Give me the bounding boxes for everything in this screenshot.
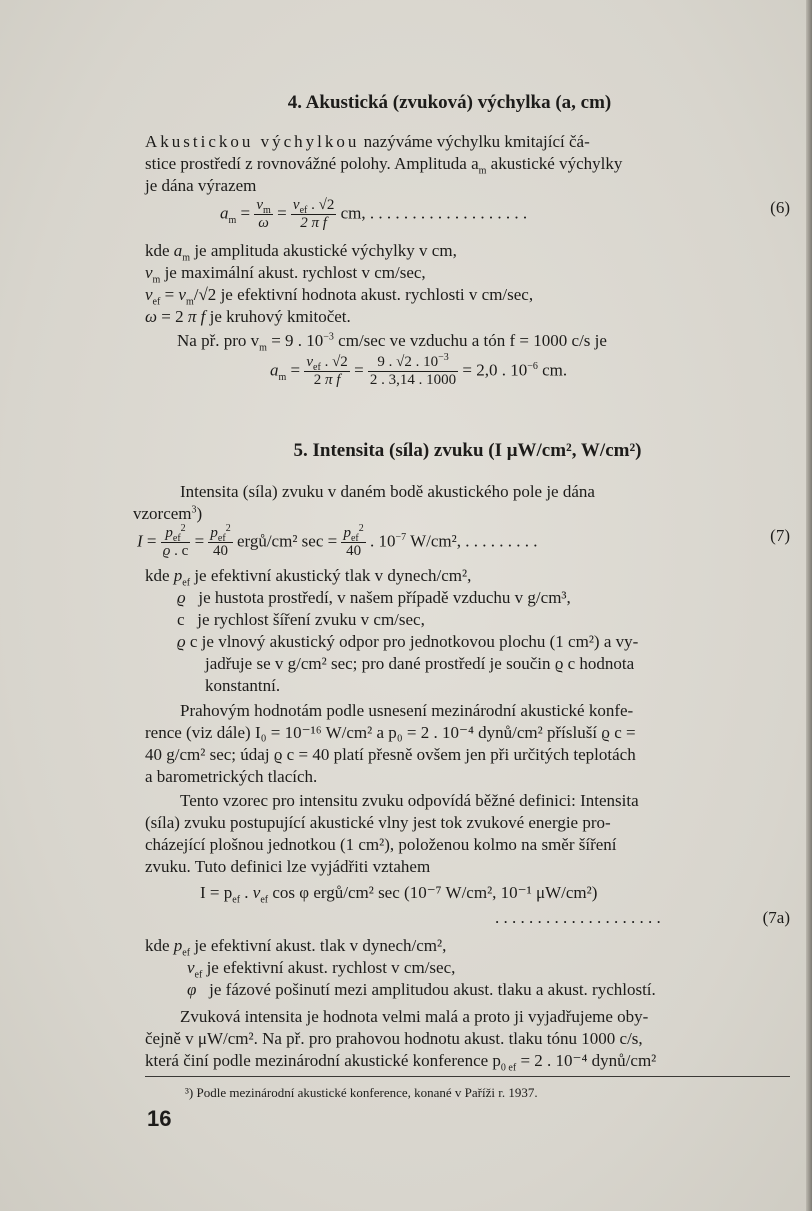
s5-paragraph-line-2: vzorcem$^3$) bbox=[133, 504, 203, 523]
s5-p2-line-1: Prahovým hodnotám podle usnesení mezinárodní akustické konfe- bbox=[180, 701, 634, 720]
s4-definition-4: ω = 2 π f je kruhový kmitočet. bbox=[145, 307, 351, 326]
s5-definition-3: c je rychlost šíření zvuku v cm/sec, bbox=[177, 610, 425, 629]
s5-definition-4-cont: jadřuje se v g/cm² sec; pro dané prostředí je součin ϱ c hodnota bbox=[205, 654, 635, 673]
s4-definition-1: kde $a_m$ je amplituda akustické výchylky v cm, bbox=[145, 241, 457, 264]
s5-definition-4: ϱ c je vlnový akustický odpor pro jednotkovou plochu (1 cm²) a vy- bbox=[177, 632, 639, 651]
s4-definition-3: $v_{ef} = v_m/√2$ je efektivní hodnota akust. rychlosti v cm/sec, bbox=[145, 285, 534, 308]
footnote-rule bbox=[145, 1076, 790, 1077]
s5-p3-line-1: Tento vzorec pro intensitu zvuku odpovídá běžné definici: Intensita bbox=[180, 791, 639, 810]
eq6-fraction-2: $\frac{v_{ef} . √2}{\text{2 π f}}$ bbox=[292, 197, 335, 231]
equation-7a: $I = p_{ef}$ . $v_{ef}$ cos φ ergů/cm² sec (10⁻⁷ W/cm², 10⁻¹ μW/cm²) bbox=[200, 883, 598, 906]
page-edge-shadow bbox=[806, 0, 812, 1211]
s5-e-definition-2: $v_{ef}$ je efektivní akust. rychlost v cm/sec, bbox=[187, 958, 456, 981]
s4-definition-2: $v_m$ je maximální akust. rychlost v cm/sec, bbox=[145, 263, 426, 286]
s4-example: Na př. pro $v_m = 9$ . $10^{-3}$ cm/sec ve vzduchu a tón f = 1000 c/s je bbox=[177, 331, 607, 354]
s5-definition-4-end: konstantní. bbox=[205, 676, 281, 695]
footnote: ³) Podle mezinárodní akustické konference, konané v Paříži r. 1937. bbox=[185, 1085, 538, 1100]
s5-p3-line-2: (síla) zvuku postupující akustické vlny jest tok zvukové energie pro- bbox=[145, 813, 611, 832]
s5-p3-line-3: cházející plošnou jednotkou (1 cm²), položenou kolmo na směr šíření bbox=[145, 835, 617, 854]
s5-p3-line-4: zvuku. Tuto definici lze vyjádřiti vztahem bbox=[145, 857, 431, 876]
s5-p4-line-2: čejně v μW/cm². Na př. pro prahovou hodnotu akust. tlaku tónu 1000 c/s, bbox=[145, 1029, 643, 1048]
example-equation: $a_m$ = $\frac{v_{ef} . √2}{\text{2 π f}}$ = $\frac{9 . √2 . 10^{-3}}{2 . 3,14 . 1000}$ = 2,0 . $10^{-6}$ cm. bbox=[270, 352, 568, 388]
eq6-number: (6) bbox=[770, 198, 790, 217]
section-4-title: 4. Akustická (zvuková) výchylka (a, cm) bbox=[287, 92, 612, 113]
s4-paragraph-line-3: je dána výrazem bbox=[145, 176, 257, 195]
section-5-title: 5. Intensita (síla) zvuku (I μW/cm², W/cm²) bbox=[293, 440, 642, 461]
s4-paragraph-line-1: Akustickou výchylkou nazýváme výchylku kmitající čá- bbox=[145, 132, 590, 151]
equation-7: I = $\frac{p_{ef}^2}{ϱ . c}$ = $\frac{p_{ef}^2}{40}$ ergů/cm² sec = $\frac{p_{ef}^2}{40}$ . $10^{-7}$ W/cm², . . . . . . . . . (7) bbox=[137, 523, 790, 559]
s4-paragraph-line-2: stice prostředí z rovnovážné polohy. Amplituda $a_m$ akustické výchylky bbox=[145, 154, 623, 177]
equation-7a-dots: . . . . . . . . . . . . . . . . . . . . (7a) bbox=[495, 908, 790, 927]
s5-e-definition-3: φ je fázové pošinutí mezi amplitudou akust. tlaku a akust. rychlostí. bbox=[187, 980, 656, 999]
s5-p2-line-2: rence (viz dále) I₀ = 10⁻¹⁶ W/cm² a p₀ = 2 . 10⁻⁴ dynů/cm² přísluší ϱ c = bbox=[145, 723, 636, 742]
s5-p4-line-1: Zvuková intensita je hodnota velmi malá a proto ji vyjadřujeme oby- bbox=[180, 1007, 649, 1026]
s5-definition-1: kde $p_{ef}$ je efektivní akustický tlak v dynech/cm², bbox=[145, 566, 472, 589]
s5-p2-line-4: a barometrických tlacích. bbox=[145, 767, 318, 786]
eq7a-number: (7a) bbox=[762, 908, 790, 927]
eq7-number: (7) bbox=[770, 526, 790, 545]
s5-paragraph-line-1: Intensita (síla) zvuku v daném bodě akustického pole je dána bbox=[180, 482, 595, 501]
s5-p2-line-3: 40 g/cm² sec; údaj ϱ c = 40 platí přesně ovšem jen při určitých teplotách bbox=[145, 745, 636, 764]
s5-e-definition-1: kde $p_{ef}$ je efektivní akust. tlak v dynech/cm², bbox=[145, 936, 447, 959]
eq6-fraction-1: $\frac{v_m}{\omega}$ bbox=[256, 197, 271, 231]
equation-6: $a_m$ = $\frac{v_m}{\omega}$ = $\frac{v_{ef} . √2}{\text{2 π f}}$ cm, . . . . . . . . . . . . . . . . . . . (6) bbox=[220, 197, 790, 231]
page-number: 16 bbox=[147, 1106, 172, 1131]
s5-p4-line-3: která činí podle mezinárodní akustické konference $p_{0 ef} = 2$ . 10⁻⁴ dynů/cm² bbox=[145, 1051, 657, 1074]
s5-definition-2: ϱ je hustota prostředí, v našem případě vzduchu v g/cm³, bbox=[177, 588, 571, 607]
